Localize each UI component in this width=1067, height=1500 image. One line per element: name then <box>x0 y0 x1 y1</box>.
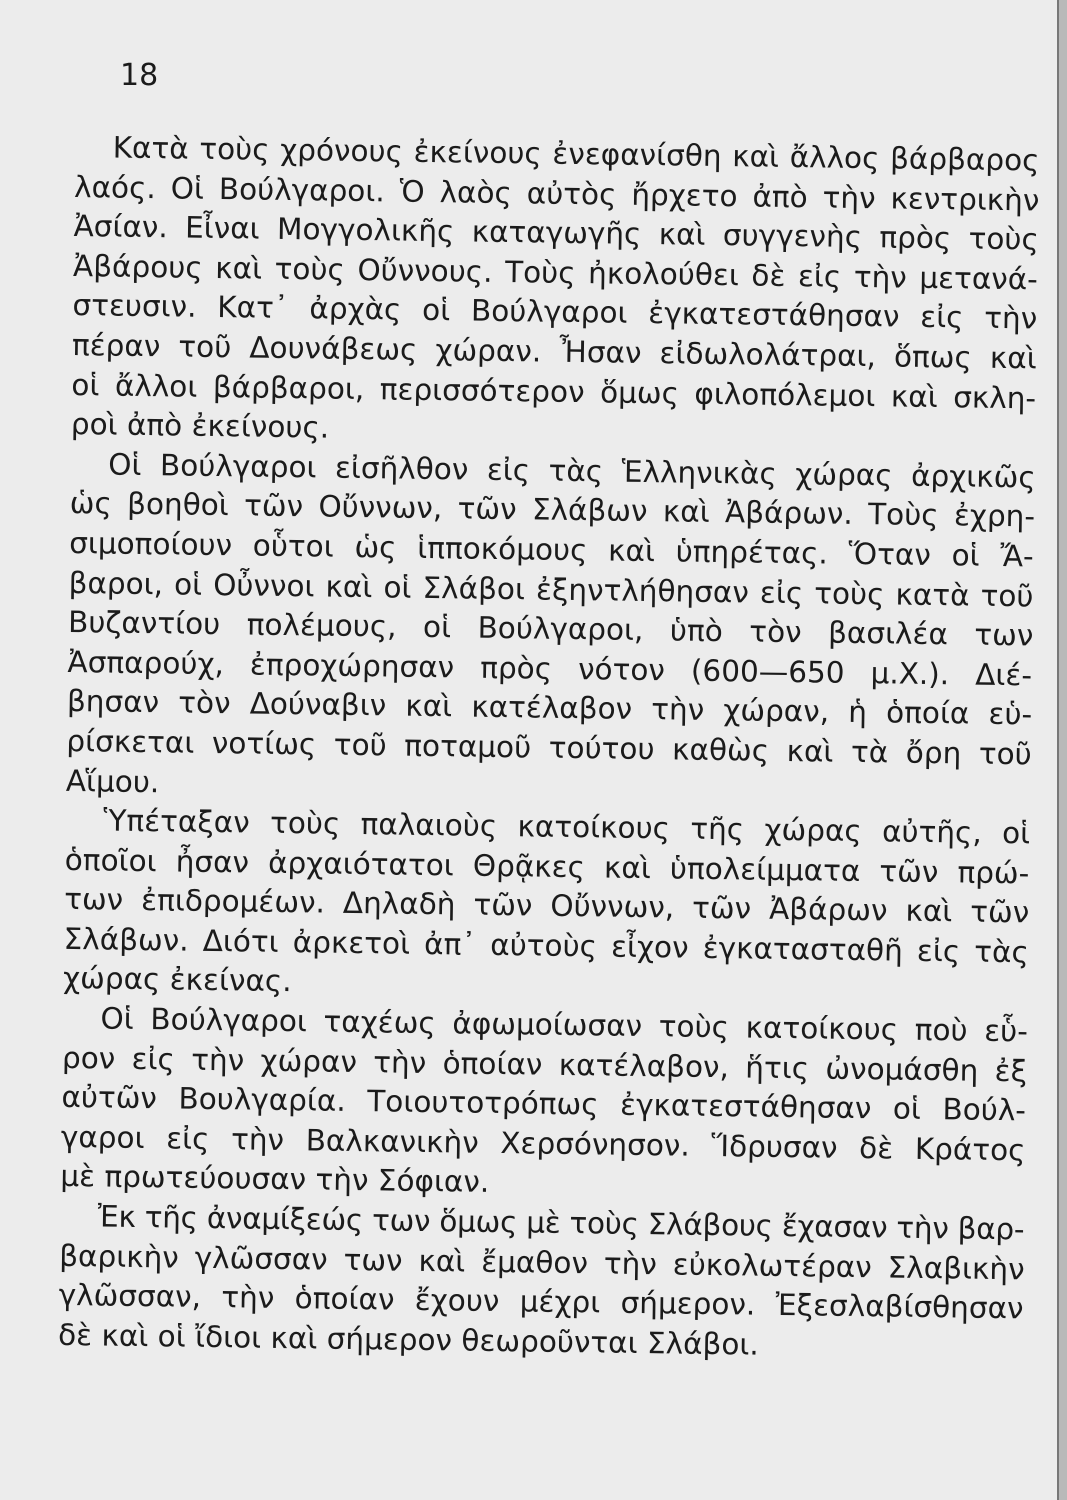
text-line: Ἀσπαρούχ, ἐπροχώρησαν πρὸς νότον (600—650 μ.Χ.). Διέ- <box>67 644 1033 693</box>
text-line: δὲ καὶ οἱ ἴδιοι καὶ σήμερον θεωροῦνται Σλάβοι. <box>57 1317 760 1362</box>
text-line: ρον εἰς τὴν χώραν τὴν ὁποίαν κατέλαβον, ἥτις ὠνομάσθη ἐξ <box>61 1040 1028 1089</box>
text-line: Σλάβων. Διότι ἀρκετοὶ ἀπ᾽ αὐτοὺς εἶχον ἐγκατασταθῆ εἰς τὰς <box>63 921 1030 970</box>
body-text <box>58 128 1045 1369</box>
text-line: αὐτῶν Βουλγαρία. Τοιουτοτρόπως ἐγκατεστάθησαν οἱ Βούλ- <box>61 1080 1027 1128</box>
text-line: ὁποῖοι ἦσαν ἀρχαιότατοι Θρᾷκες καὶ ὑπολείμματα τῶν πρώ- <box>64 842 1030 891</box>
text-line: σιμοποίουν οὗτοι ὡς ἱπποκόμους καὶ ὑπηρέτας. Ὅταν οἱ Ἄ- <box>68 525 1034 574</box>
paragraph <box>66 445 1041 815</box>
text-line: Οἱ Βούλγαροι ταχέως ἀφωμοίωσαν τοὺς κατοίκους ποὺ εὗ- <box>100 1001 1029 1049</box>
text-line: χώρας ἐκείνας. <box>62 961 292 999</box>
text-line: στευσιν. Κατ᾽ ἀρχὰς οἱ Βούλγαροι ἐγκατεστάθησαν εἰς τὴν <box>72 288 1038 336</box>
paragraph <box>63 801 1036 1012</box>
paragraph <box>58 1197 1030 1369</box>
paragraph <box>71 128 1045 458</box>
text-line: λαός. Οἱ Βούλγαροι. Ὁ λαὸς αὐτὸς ἤρχετο ἀπὸ τὴν κεντρικὴν <box>73 169 1040 218</box>
text-line: Ἀσίαν. Εἶναι Μογγολικῆς καταγωγῆς καὶ συγγενὴς πρὸς τοὺς <box>73 209 1040 257</box>
text-line: μὲ πρωτεύουσαν τὴν Σόφιαν. <box>60 1159 490 1200</box>
text-line: Ἀβάρους καὶ τοὺς Οὔννους. Τοὺς ἠκολούθει δὲ εἰς τὴν μετανά- <box>72 248 1039 297</box>
text-line: πέραν τοῦ Δουνάβεως χώραν. Ἦσαν εἰδωλολάτραι, ὅπως καὶ <box>71 327 1037 376</box>
page-number: 18 <box>120 58 159 93</box>
text-line: Κατὰ τοὺς χρόνους ἐκείνους ἐνεφανίσθη καὶ ἄλλος βάρβαρος <box>112 130 1040 178</box>
page-edge-shadow <box>1057 0 1067 1500</box>
paragraph <box>60 999 1033 1210</box>
text-line: βησαν τὸν Δούναβιν καὶ κατέλαβον τὴν χώραν, ἡ ὁποία εὑ- <box>66 684 1033 732</box>
text-line: γαροι εἰς τὴν Βαλκανικὴν Χερσόνησον. Ἵδρυσαν δὲ Κράτος <box>60 1119 1026 1168</box>
text-line: βαρικὴν γλῶσσαν των καὶ ἔμαθον τὴν εὐκολωτέραν Σλαβικὴν <box>59 1238 1025 1286</box>
text-line: Ἐκ τῆς ἀναμίξεώς των ὅμως μὲ τοὺς Σλάβους ἔχασαν τὴν βαρ- <box>97 1199 1025 1247</box>
text-line: ὡς βοηθοὶ τῶν Οὔννων, τῶν Σλάβων καὶ Ἀβάρων. Τοὺς ἐχρη- <box>69 486 1036 534</box>
text-line: των ἐπιδρομέων. Δηλαδὴ τῶν Οὔννων, τῶν Ἀβάρων καὶ τῶν <box>63 882 1030 930</box>
text-line: Ὑπέταξαν τοὺς παλαιοὺς κατοίκους τῆς χώρας αὐτῆς, οἱ <box>103 803 1031 851</box>
text-line: Αἵμου. <box>65 763 160 799</box>
text-line: Οἱ Βούλγαροι εἰσῆλθον εἰς τὰς Ἑλληνικὰς χώρας ἀρχικῶς <box>108 447 1036 495</box>
text-line: ρίσκεται νοτίως τοῦ ποταμοῦ τούτου καθὼς καὶ τὰ ὄρη τοῦ <box>66 723 1033 772</box>
text-line: οἱ ἄλλοι βάρβαροι, περισσότερον ὅμως φιλοπόλεμοι καὶ σκλη- <box>71 367 1037 416</box>
text-line: Βυζαντίου πολέμους, οἱ Βούλγαροι, ὑπὸ τὸν βασιλέα των <box>67 605 1034 653</box>
text-line: γλῶσσαν, τὴν ὁποίαν ἔχουν μέχρι σήμερον. Ἐξεσλαβίσθησαν <box>58 1278 1024 1326</box>
text-line: βαροι, οἱ Οὖννοι καὶ οἱ Σλάβοι ἐξηντλήθησαν εἰς τοὺς κατὰ τοῦ <box>68 565 1034 613</box>
text-line: ροὶ ἀπὸ ἐκείνους. <box>70 407 330 445</box>
